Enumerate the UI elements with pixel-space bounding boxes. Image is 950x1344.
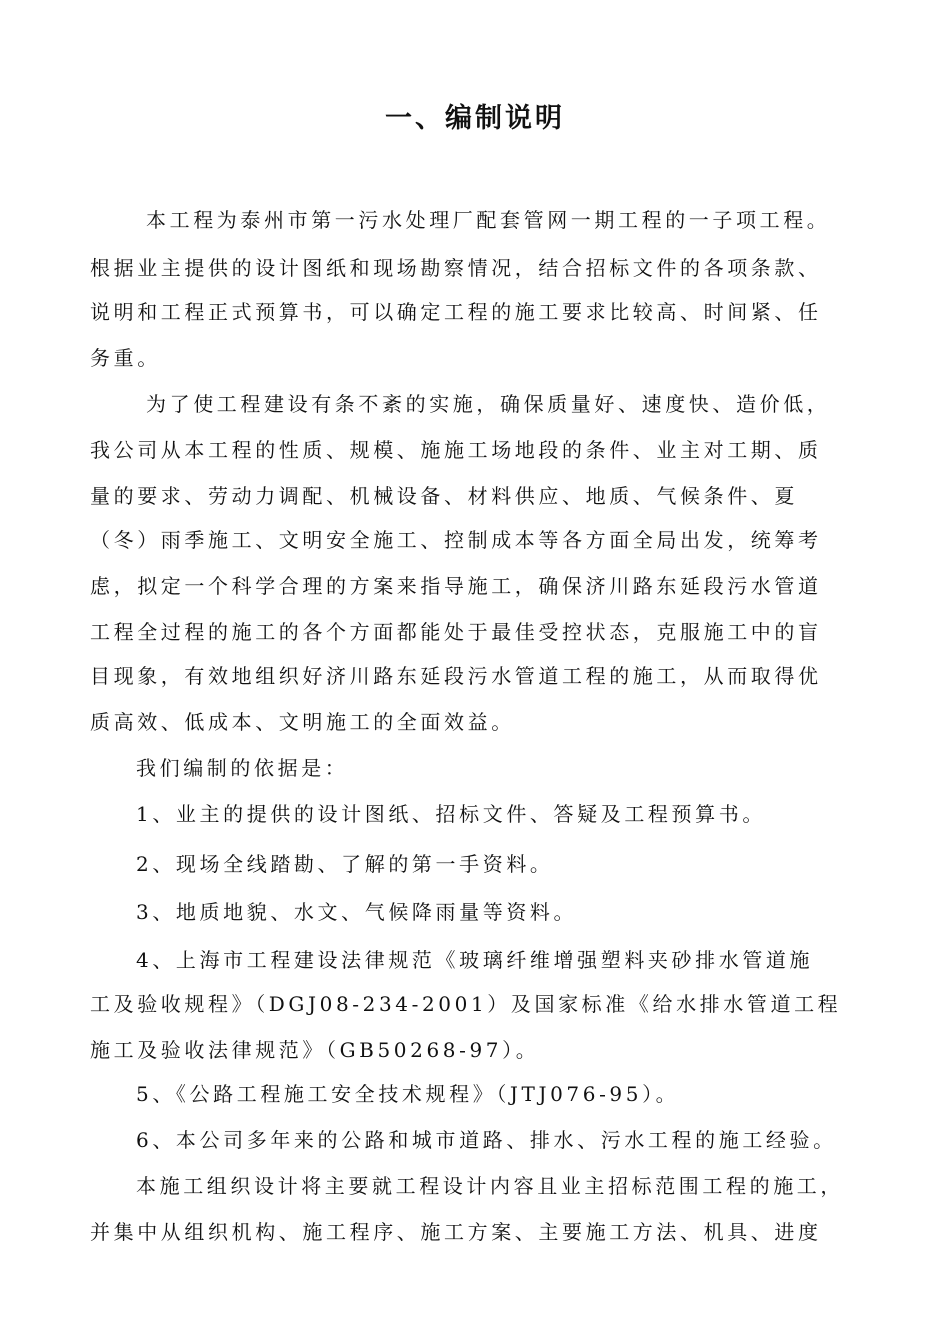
text-line: 说明和工程正式预算书，可以确定工程的施工要求比较高、时间紧、任	[90, 300, 822, 324]
text-line: 我公司从本工程的性质、规模、施施工场地段的条件、业主对工期、质	[90, 438, 822, 462]
text-line: 虑，拟定一个科学合理的方案来指导施工，确保济川路东延段污水管道	[90, 574, 822, 598]
text-line: （冬）雨季施工、文明安全施工、控制成本等各方面全局出发，统筹考	[90, 528, 822, 552]
text-line: 3、地质地貌、水文、气候降雨量等资料。	[136, 900, 578, 924]
text-line: 务重。	[90, 346, 161, 370]
text-line: 并集中从组织机构、施工程序、施工方案、主要施工方法、机具、进度	[90, 1220, 822, 1244]
text-line: 量的要求、劳动力调配、机械设备、材料供应、地质、气候条件、夏	[90, 484, 798, 508]
text-line: 5、《公路工程施工安全技术规程》（JTJ076-95）。	[136, 1082, 680, 1106]
text-line: 根据业主提供的设计图纸和现场勘察情况，结合招标文件的各项条款、	[90, 256, 822, 280]
text-line: 1、业主的提供的设计图纸、招标文件、答疑及工程预算书。	[136, 802, 766, 826]
text-line: 目现象，有效地组织好济川路东延段污水管道工程的施工，从而取得优	[90, 664, 822, 688]
text-line: 2、现场全线踏勘、了解的第一手资料。	[136, 852, 554, 876]
document-title: 一、编制说明	[385, 103, 565, 134]
text-line: 工程全过程的施工的各个方面都能处于最佳受控状态，克服施工中的盲	[90, 620, 822, 644]
text-line: 我们编制的依据是：	[136, 756, 349, 780]
text-line: 工及验收规程》（DGJ08-234-2001）及国家标准《给水排水管道工程	[90, 992, 842, 1016]
text-line: 本施工组织设计将主要就工程设计内容且业主招标范围工程的施工，	[136, 1174, 844, 1198]
text-line: 为了使工程建设有条不紊的实施，确保质量好、速度快、造价低，	[146, 392, 831, 416]
text-line: 本工程为泰州市第一污水处理厂配套管网一期工程的一子项工程。	[146, 208, 831, 232]
text-line: 6、本公司多年来的公路和城市道路、排水、污水工程的施工经验。	[136, 1128, 837, 1152]
text-line: 4、上海市工程建设法律规范《玻璃纤维增强塑料夹砂排水管道施	[136, 948, 814, 972]
text-line: 施工及验收法律规范》（GB50268-97）。	[90, 1038, 540, 1062]
text-line: 质高效、低成本、文明施工的全面效益。	[90, 710, 515, 734]
